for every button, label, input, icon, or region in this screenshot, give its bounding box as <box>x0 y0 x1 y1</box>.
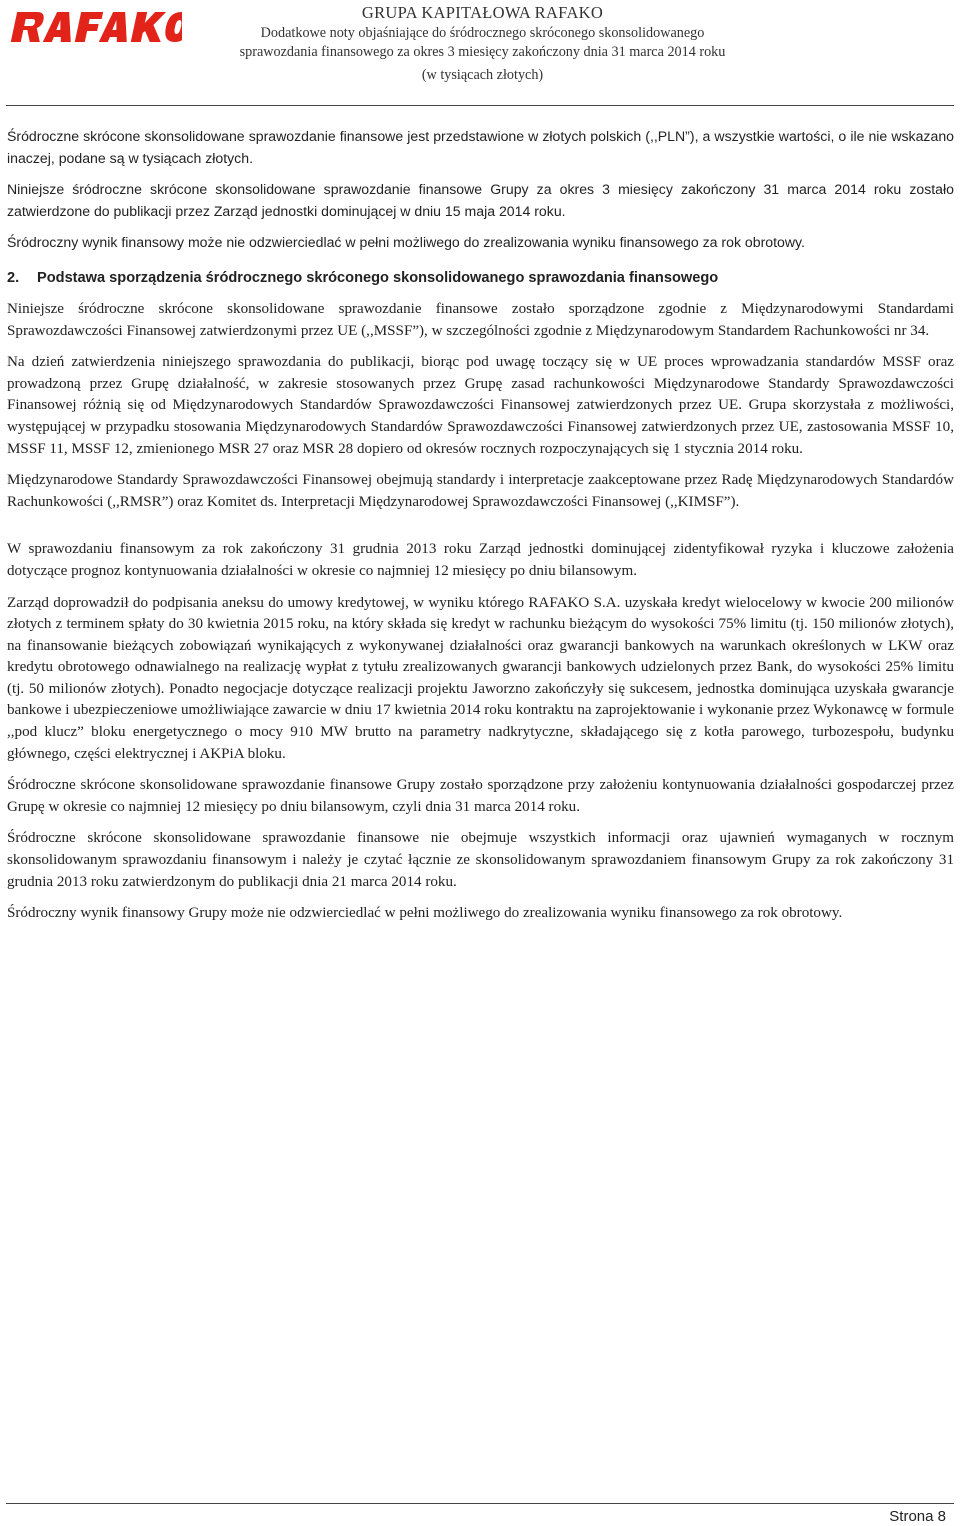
paragraph: Śródroczne skrócone skonsolidowane sprawozdanie finansowe nie obejmuje wszystkich informacji oraz ujawnień wymaganych w rocznym skonsolidowanym sprawozdaniu finansowym i należy je czytać łącznie ze skonsolidowanym sprawozdaniem finansowym Grupy za rok zakończony 31 grudnia 2013 roku zatwierdzonym do publikacji dnia 21 marca 2014 roku. <box>7 830 954 890</box>
header-divider <box>6 105 954 106</box>
document-body <box>7 126 954 935</box>
paragraph: Śródroczne skrócone skonsolidowane sprawozdanie finansowe Grupy zostało sporządzone przy założeniu kontynuowania działalności gospodarczej przez Grupę w okresie co najmniej 12 miesięcy po dniu bilansowym, czyli dnia 31 marca 2014 roku. <box>7 777 954 815</box>
company-name: GRUPA KAPITAŁOWA RAFAKO <box>361 3 604 22</box>
paragraph: Na dzień zatwierdzenia niniejszego sprawozdania do publikacji, biorąc pod uwagę toczący się w UE proces wprowadzania standardów MSSF oraz prowadzoną przez Grupę działalność, w zakresie stosowanych przez Grupę zasad rachunkowości Międzynarodowe Standardy Sprawozdawczości Finansowej różnią się od Międzynarodowych Standardów Sprawozdawczości Finansowej zatwierdzonych przez UE. Grupa skorzystała z możliwości, występującej w przypadku stosowania Międzynarodowych Standardów Sprawozdawczości Finansowej zatwierdzonych przez UE, zastosowania MSSF 10, MSSF 11, MSSF 12, zmienionego MSR 27 oraz MSR 28 dopiero od okresów rocznych rozpoczynających się 1 stycznia 2014 roku. <box>7 354 954 457</box>
paragraph: Zarząd doprowadził do podpisania aneksu do umowy kredytowej, w wyniku którego RAFAKO S.A. uzyskała kredyt wielocelowy w kwocie 200 milionów złotych z terminem spłaty do 30 kwietnia 2015 roku, na który składa się kredyt w rachunku bieżącym do wysokości 75% limitu (tj. 150 milionów złotych), na finansowanie bieżących zobowiązań wynikających z wykonywanej działalności oraz gwarancji bankowych na warunkach określonych w LKW oraz kredytu obrotowego odnawialnego na realizację wypłat z tytułu zrealizowanych gwarancji bankowych udzielonych przez Bank, do wysokości 25% limitu (tj. 50 milionów złotych). Ponadto negocjacje dotyczące realizacji projektu Jaworzno zakończyły się sukcesem, jednostka dominująca uzyskała gwarancje bankowe i ubezpieczeniowe umożliwiające zawarcie w dniu 17 kwietnia 2014 roku kontraktu na zaprojektowanie i wykonanie przez Wykonawcę w formule ,,pod klucz” bloku energetycznego o mocy 910 MW brutto na parametry nadkrytyczne, składającego się z kotła parowego, turbozespołu, budynku głównego, części elektrycznej i AKPiA bloku. <box>7 594 954 762</box>
rafako-logo <box>6 8 182 48</box>
header-subtitle-1: Dodatkowe noty objaśniające do śródrocznego skróconego skonsolidowanego <box>260 25 705 41</box>
section-heading <box>7 268 954 289</box>
paragraph: Śródroczny wynik finansowy może nie odzwierciedlać w pełni możliwego do zrealizowania wyniku finansowego za rok obrotowy. <box>7 234 805 251</box>
paragraph: Śródroczny wynik finansowy Grupy może nie odzwierciedlać w pełni możliwego do zrealizowania wyniku finansowego za rok obrotowy. <box>7 905 843 922</box>
header-text <box>195 2 770 88</box>
paragraph: Śródroczne skrócone skonsolidowane sprawozdanie finansowe jest przedstawione w złotych polskich (,,PLN”), a wszystkie wartości, o ile nie wskazano inaczej, podane są w tysiącach złotych. <box>7 128 954 166</box>
paragraph: Niniejsze śródroczne skrócone skonsolidowane sprawozdanie finansowe zostało sporządzone zgodnie z Międzynarodowymi Standardami Sprawozdawczości Finansowej zatwierdzonymi przez UE (,,MSSF”), w szczególności zgodnie z Międzynarodowym Standardem Rachunkowości nr 34. <box>7 300 954 339</box>
rafako-logo-mark <box>6 8 182 48</box>
section-title: Podstawa sporządzenia śródrocznego skróconego skonsolidowanego sprawozdania finansowego <box>37 269 719 286</box>
spacer <box>7 523 954 539</box>
paragraph: W sprawozdaniu finansowym za rok zakończony 31 grudnia 2013 roku Zarząd jednostki dominującej zidentyfikował ryzyka i kluczowe założenia dotyczące prognoz kontynuowania działalności w okresie co najmniej 12 miesięcy po dniu bilansowym. <box>7 541 954 579</box>
header-currency-note: (w tysiącach złotych) <box>421 67 544 83</box>
paragraph: Niniejsze śródroczne skrócone skonsolidowane sprawozdanie finansowe Grupy za okres 3 miesięcy zakończony 31 marca 2014 roku zostało zatwierdzone do publikacji przez Zarząd jednostki dominującej w dniu 15 maja 2014 roku. <box>7 181 954 219</box>
section-number: 2. <box>7 269 20 286</box>
page-number: Strona 8 <box>889 1508 946 1525</box>
page-header <box>0 0 960 106</box>
footer-divider <box>6 1503 954 1504</box>
paragraph: Międzynarodowe Standardy Sprawozdawczości Finansowej obejmują standardy i interpretacje zaakceptowane przez Radę Międzynarodowych Standardów Rachunkowości (,,RMSR”) oraz Komitet ds. Interpretacji Międzynarodowej Sprawozdawczości Finansowej (,,KIMSF”). <box>7 472 954 510</box>
header-subtitle-2: sprawozdania finansowego za okres 3 miesięcy zakończony dnia 31 marca 2014 roku <box>239 44 726 60</box>
